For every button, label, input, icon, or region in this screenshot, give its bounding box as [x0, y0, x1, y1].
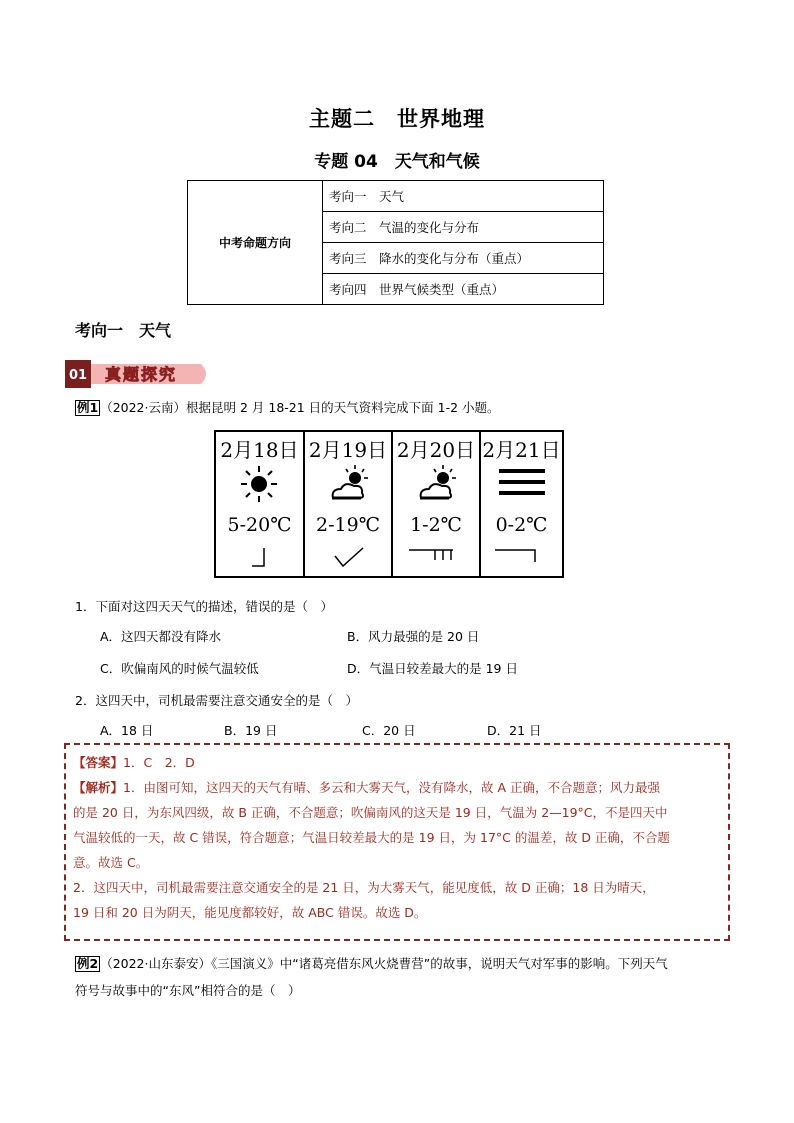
analysis-line: 2．这四天中，司机最需要注意交通安全的是 21 日，为大雾天气，能见度低，故 D 正确；18 日为晴天， — [73, 880, 655, 895]
question2-option-a: A．18 日 — [100, 723, 154, 738]
direction-row: 考向四 世界气候类型（重点） — [323, 274, 604, 305]
weather-day — [305, 432, 393, 576]
question2-option-c: C．20 日 — [362, 723, 416, 738]
analysis-line: 的是 20 日，为东风四级，故 B 正确，不合题意；吹偏南风的这天是 19 日，气温为 2—19°C，不是四天中 — [73, 805, 668, 820]
weather-date: 2月21日 — [482, 438, 561, 462]
direction-row: 考向一 天气 — [323, 181, 604, 212]
example2-label: 例2 — [77, 956, 99, 971]
question2-option-d: D．21 日 — [487, 723, 542, 738]
weather-table — [214, 430, 564, 578]
banner-number: 01 — [68, 368, 88, 383]
question1-stem: 1．下面对这四天天气的描述，错误的是（ ） — [75, 599, 333, 614]
weather-day — [393, 432, 481, 576]
weather-temp: 2-19℃ — [316, 514, 380, 536]
question1-option-a: A．这四天都没有降水 — [100, 629, 222, 644]
analysis-tag: 【解析】 — [73, 780, 124, 795]
question1-option-c: C．吹偏南风的时候气温较低 — [100, 661, 259, 676]
wind-symbol — [393, 544, 479, 574]
wind-symbol — [481, 544, 562, 574]
section-heading: 考向一 天气 — [75, 321, 172, 340]
direction-row: 考向二 气温的变化与分布 — [323, 212, 604, 243]
weather-temp: 1-2℃ — [410, 514, 462, 536]
weather-date: 2月19日 — [308, 438, 388, 462]
sub-title: 专题 04 天气和气候 — [314, 152, 480, 172]
analysis-line: 19 日和 20 日为阴天，能见度都较好，故 ABC 错误。故选 D。 — [73, 905, 427, 920]
question2-stem: 2．这四天中，司机最需要注意交通安全的是（ ） — [75, 693, 358, 708]
weather-temp: 0-2℃ — [495, 514, 548, 536]
answer-text: 1．C 2．D — [123, 755, 195, 770]
partly-cloudy-icon — [305, 464, 391, 504]
example2-text-line2: 符号与故事中的“东风”相符合的是（ ） — [75, 983, 301, 998]
weather-day — [481, 432, 562, 576]
direction-label: 中考命题方向 — [188, 181, 323, 305]
wind-symbol — [216, 544, 303, 574]
main-title: 主题二 世界地理 — [309, 107, 485, 131]
example1-text: （2022·云南）根据昆明 2 月 18-21 日的天气资料完成下面 1-2 小题。 — [100, 400, 500, 415]
partly-cloudy-icon — [393, 464, 479, 504]
direction-row: 考向三 降水的变化与分布（重点） — [323, 243, 604, 274]
section-banner — [65, 360, 213, 388]
example1-label: 例1 — [77, 400, 99, 415]
weather-temp: 5-20℃ — [227, 514, 292, 536]
direction-table — [187, 180, 604, 305]
example1-line — [75, 398, 500, 416]
analysis-line: 意。故选 C。 — [73, 855, 149, 870]
analysis-line: 气温较低的一天，故 C 错误，符合题意；气温日较差最大的是 19 日，为 17°C 的温差，故 D 正确，不合题 — [73, 830, 670, 845]
example2-text: （2022·山东泰安）《三国演义》中“诸葛亮借东风火烧曹营”的故事，说明天气对军事的影响。下列天气 — [100, 956, 668, 971]
analysis-line: 1．由图可知，这四天的天气有晴、多云和大雾天气，没有降水，故 A 正确，不合题意；风力最强 — [123, 780, 660, 795]
question2-option-b: B．19 日 — [224, 723, 278, 738]
weather-date: 2月18日 — [220, 438, 299, 462]
banner-text: 真题探究 — [105, 365, 178, 384]
wind-symbol — [305, 544, 391, 574]
answer-content — [73, 750, 725, 925]
fog-icon — [481, 464, 562, 504]
weather-date: 2月20日 — [396, 438, 476, 462]
question1-option-d: D．气温日较差最大的是 19 日 — [347, 661, 518, 676]
sun-icon — [216, 464, 303, 504]
question1-option-b: B．风力最强的是 20 日 — [347, 629, 480, 644]
answer-tag: 【答案】 — [73, 755, 124, 770]
weather-day — [216, 432, 305, 576]
example2-block — [75, 950, 735, 1004]
